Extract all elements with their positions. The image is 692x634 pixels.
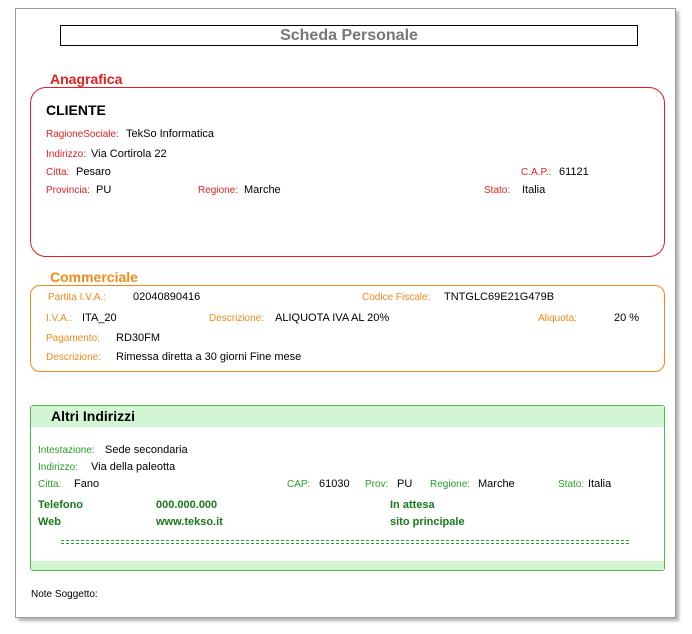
iva-label: I.V.A.: [46,313,73,324]
telefono-label: Telefono [38,499,84,511]
aliquota-label: Aliquota: [538,313,577,324]
altri-cap-value: 61030 [319,478,350,490]
ragione-sociale-label: RagioneSociale: [46,129,119,140]
indirizzo-label: Indirizzo: [46,149,87,160]
altri-prov-label: Prov: [365,479,389,490]
partita-iva-value: 02040890416 [133,291,201,303]
stato-label: Stato: [484,185,511,196]
intestazione-label: Intestazione: [38,445,95,456]
descrizione-pagamento-label: Descrizione: [46,352,102,363]
pagamento-label: Pagamento: [46,333,100,344]
telefono-note: In attesa [390,499,435,511]
descrizione-pagamento-value: Rimessa diretta a 30 giorni Fine mese [116,351,302,363]
page-title: Scheda Personale [60,25,638,46]
pagamento-value: RD30FM [116,332,161,344]
document-page [15,8,676,618]
note-soggetto-label: Note Soggetto: [31,589,98,600]
altri-regione-value: Marche [478,478,515,490]
altri-citta-label: Citta: [38,479,62,490]
provincia-label: Provincia: [46,185,90,196]
web-label: Web [38,516,62,528]
stato-value: Italia [522,184,546,196]
altri-prov-value: PU [397,478,413,490]
codice-fiscale-value: TNTGLC69E21G479B [444,291,555,303]
altri-stato-value: Italia [588,478,612,490]
codice-fiscale-label: Codice Fiscale: [362,292,431,303]
descrizione-iva-label: Descrizione: [209,313,265,324]
iva-value: ITA_20 [82,312,117,324]
cap-label: C.A.P.: [521,167,552,178]
intestazione-value: Sede secondaria [105,444,188,456]
telefono-value: 000.000.000 [156,499,218,511]
altri-indirizzo-label: Indirizzo: [38,462,79,473]
commerciale-section-title: Commerciale [50,269,138,285]
provincia-value: PU [96,184,112,196]
web-note: sito principale [390,516,465,528]
altri-citta-value: Fano [74,478,100,490]
altri-regione-label: Regione: [430,479,471,490]
altri-indirizzo-value: Via della paleotta [91,461,176,473]
aliquota-value: 20 % [614,312,640,324]
citta-label: Citta: [46,167,70,178]
indirizzo-value: Via Cortirola 22 [91,148,167,160]
ragione-sociale-value: TekSo Informatica [126,128,215,140]
altri-indirizzi-section-title: Altri Indirizzi [51,408,135,424]
regione-value: Marche [244,184,281,196]
partita-iva-label: Partita I.V.A.: [48,292,106,303]
altri-cap-label: CAP: [287,479,311,490]
cliente-heading: CLIENTE [46,102,106,118]
dashed-separator [61,540,629,544]
cap-value: 61121 [559,166,589,178]
altri-stato-label: Stato: [558,479,585,490]
anagrafica-section-title: Anagrafica [50,71,123,87]
descrizione-iva-value: ALIQUOTA IVA AL 20% [275,312,390,324]
citta-value: Pesaro [76,166,111,178]
regione-label: Regione: [198,185,239,196]
altri-indirizzi-footer-bar [31,561,664,570]
web-value: www.tekso.it [156,516,223,528]
